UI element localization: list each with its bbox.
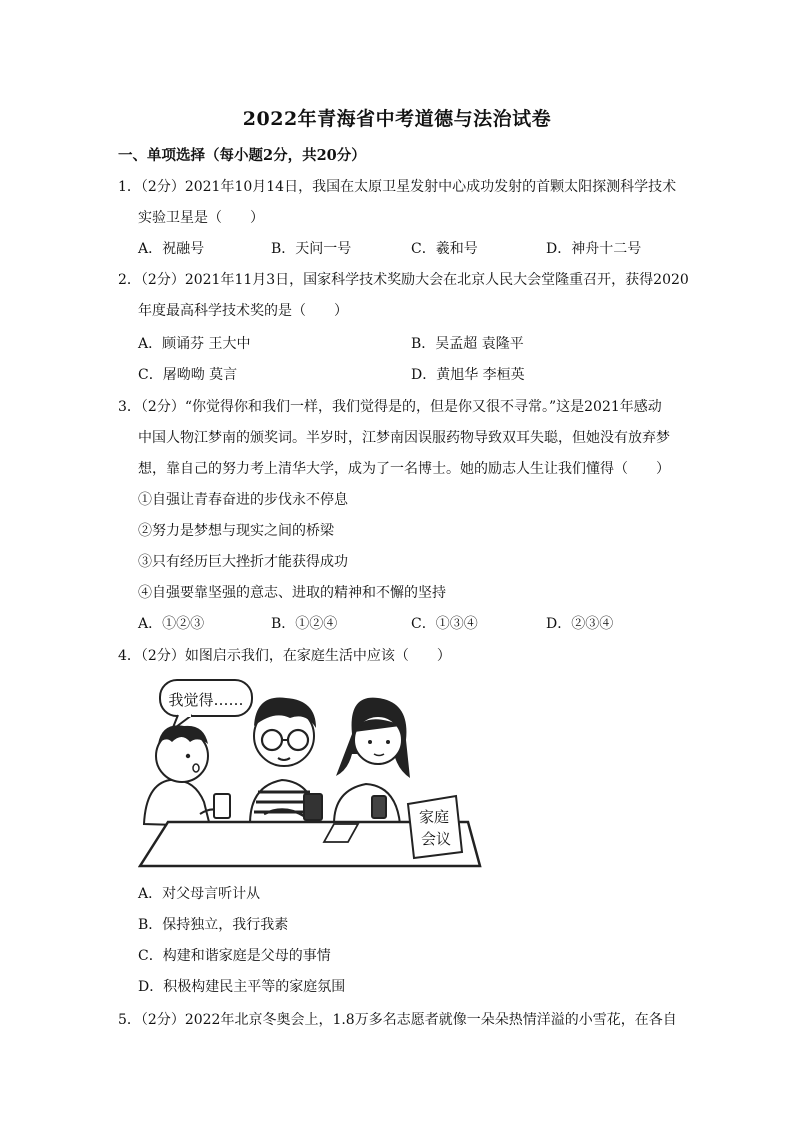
q4-option-d: D．积极构建民主平等的家庭氛围 [138, 979, 346, 995]
section-heading: 一、单项选择（每小题2分，共20分） [118, 147, 366, 164]
q3-stem-line1: 3．（2分）“你觉得你和我们一样，我们觉得是的，但是你又很不寻常。”这是2021年感动 [118, 399, 662, 415]
family-meeting-sign [408, 796, 462, 858]
q3-stem-line2: 中国人物江梦南的颁奖词。半岁时，江梦南因误服药物导致双耳失聪，但她没有放弃梦 [138, 430, 670, 446]
exam-title: 2022年青海省中考道德与法治试卷 [242, 108, 552, 130]
speech-bubble-text: 我觉得…… [168, 691, 244, 709]
q1-option-c: C．羲和号 [411, 241, 478, 257]
sign-text-line2: 会议 [420, 830, 452, 848]
q1-option-d: D．神舟十二号 [546, 241, 642, 257]
q2-stem-line1: 2．（2分）2021年11月3日，国家科学技术奖励大会在北京人民大会堂隆重召开，获得2020 [118, 272, 689, 288]
family-meeting-illustration [138, 674, 482, 872]
q3-stem-line3: 想，靠自己的努力考上清华大学，成为了一名博士。她的励志人生让我们懂得（ ） [138, 461, 670, 477]
q5-stem-line1: 5．（2分）2022年北京冬奥会上，1.8万多名志愿者就像一朵朵热情洋溢的小雪花，在各自 [118, 1012, 677, 1028]
q2-option-a: A．顾诵芬 王大中 [138, 336, 251, 352]
q2-stem-line2: 年度最高科学技术奖的是（ ） [138, 303, 348, 319]
q4-option-c: C．构建和谐家庭是父母的事情 [138, 948, 331, 964]
q4-stem-line1: 4．（2分）如图启示我们，在家庭生活中应该（ ） [118, 648, 451, 664]
q3-statement-2: ②努力是梦想与现实之间的桥梁 [138, 523, 334, 539]
q1-stem-line2: 实验卫星是（ ） [138, 210, 264, 226]
glasses-boy-figure-icon [250, 698, 322, 824]
q3-option-d: D．②③④ [546, 616, 614, 632]
q1-option-b: B．天问一号 [271, 241, 352, 257]
sign-text-line1: 家庭 [418, 808, 450, 826]
q3-statement-3: ③只有经历巨大挫折才能获得成功 [138, 554, 348, 570]
q1-option-a: A．祝融号 [138, 241, 205, 257]
q1-stem-line1: 1．（2分）2021年10月14日，我国在太原卫星发射中心成功发射的首颗太阳探测科学技术 [118, 179, 677, 195]
q4-option-b: B．保持独立，我行我素 [138, 917, 289, 933]
q2-option-d: D．黄旭华 李桓英 [411, 367, 525, 383]
q2-option-b: B．吴孟超 袁隆平 [411, 336, 524, 352]
q3-option-a: A．①②③ [138, 616, 205, 632]
boy-figure-icon [144, 725, 230, 826]
q4-option-a: A．对父母言听计从 [138, 886, 261, 902]
girl-figure-icon [334, 698, 410, 824]
q3-statement-1: ①自强让青春奋进的步伐永不停息 [138, 492, 348, 508]
q3-statement-4: ④自强要靠坚强的意志、进取的精神和不懈的坚持 [138, 585, 446, 601]
speech-bubble [160, 680, 252, 730]
q2-option-c: C．屠呦呦 莫言 [138, 367, 238, 383]
q3-option-b: B．①②④ [271, 616, 338, 632]
q3-option-c: C．①③④ [411, 616, 478, 632]
